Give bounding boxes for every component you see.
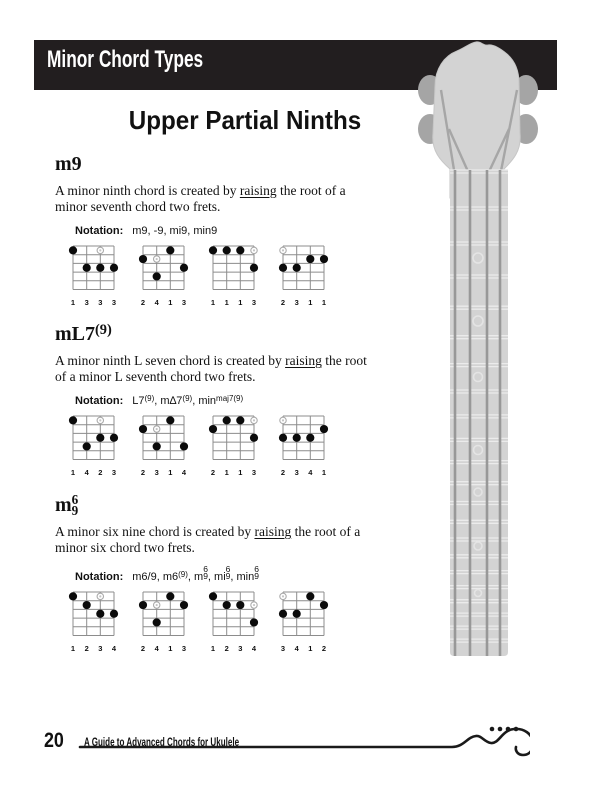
svg-text:3: 3	[154, 468, 159, 477]
chord-grid	[73, 592, 114, 636]
notation-values: L7$^{(9)}$, m∆7$^{(9)}$, $\min^{maj7(9)}$	[132, 393, 244, 407]
chord-diagram-row	[67, 242, 427, 310]
notation-line	[75, 566, 427, 583]
svg-text:2: 2	[140, 298, 146, 307]
finger-numbers	[211, 644, 257, 653]
chord-grid	[283, 592, 324, 636]
svg-text:1: 1	[308, 298, 313, 307]
chord-diagram	[67, 412, 125, 480]
chord-diagram-row	[67, 412, 427, 480]
finger-numbers	[281, 468, 326, 477]
section-heading-mL7-9: mL7$^{(9)}$	[55, 321, 112, 345]
chord-grid	[213, 592, 254, 636]
svg-text:3: 3	[111, 298, 117, 307]
root-marker	[97, 417, 103, 423]
svg-text:4: 4	[251, 644, 257, 654]
root-marker	[154, 256, 160, 262]
svg-text:3: 3	[294, 298, 299, 307]
root-marker	[280, 247, 286, 253]
chord-diagram	[207, 412, 265, 480]
notation-line	[75, 225, 427, 237]
root-marker	[251, 417, 257, 423]
stacked-fraction: 6 9	[225, 564, 231, 582]
root-marker	[251, 247, 257, 253]
svg-text:3: 3	[251, 298, 257, 307]
chord-section-mL7-9	[55, 323, 427, 480]
root-marker	[97, 247, 103, 253]
svg-text:1: 1	[321, 298, 327, 307]
notation-label: Notation:	[75, 395, 124, 407]
chord-grid	[213, 246, 254, 290]
section-description: A minor ninth chord is created by raising the root of a minor seventh chord two frets.	[55, 183, 346, 214]
root-marker	[154, 426, 160, 432]
notation-values: m9, -9, mi9, min9	[132, 225, 218, 237]
chord-grid	[283, 416, 324, 460]
svg-text:1: 1	[210, 298, 216, 307]
svg-text:1: 1	[70, 468, 76, 477]
svg-text:3: 3	[181, 644, 187, 654]
svg-text:4: 4	[308, 468, 313, 477]
svg-text:4: 4	[154, 298, 159, 307]
notation-label: Notation:	[75, 225, 124, 237]
finger-numbers	[71, 468, 116, 477]
chord-diagram	[277, 412, 335, 480]
stacked-fraction: 6 9	[203, 564, 208, 582]
chord-grid	[213, 416, 254, 460]
header-title: Minor Chord Types	[47, 46, 204, 73]
section-heading-m6-9: m 6 9	[55, 492, 79, 518]
chord-diagram	[137, 242, 195, 310]
finger-numbers	[71, 644, 117, 653]
section-description: A minor six nine chord is created by raising the root of a minor six chord two frets.	[55, 524, 361, 555]
chord-diagram	[67, 242, 125, 310]
finger-numbers	[141, 298, 186, 307]
chord-grid	[143, 416, 184, 460]
svg-text:3: 3	[84, 298, 89, 307]
svg-text:1: 1	[238, 298, 243, 307]
svg-text:2: 2	[224, 644, 229, 654]
finger-numbers	[211, 468, 256, 477]
svg-text:3: 3	[98, 298, 103, 307]
chord-grid	[143, 592, 184, 636]
svg-text:1: 1	[70, 298, 76, 307]
page-number: 20	[44, 729, 64, 752]
svg-text:3: 3	[251, 468, 257, 477]
chord-diagram-row	[67, 588, 427, 656]
svg-text:1: 1	[224, 298, 229, 307]
finger-dots	[69, 592, 118, 618]
root-marker	[280, 417, 286, 423]
finger-numbers	[281, 298, 326, 307]
finger-dots	[69, 246, 118, 272]
svg-text:1: 1	[224, 468, 229, 477]
svg-text:1: 1	[321, 468, 327, 477]
svg-text:4: 4	[294, 644, 299, 654]
finger-numbers	[211, 298, 256, 307]
section-heading-m9: m9	[55, 153, 82, 175]
chord-grid	[143, 246, 184, 290]
finger-numbers	[141, 644, 186, 653]
chord-grid	[73, 416, 114, 460]
svg-text:2: 2	[98, 468, 103, 477]
notation-values: m6/9, m6$^{(9)}$, m 6 9 , mi 6 9 , min 6 9	[132, 564, 259, 584]
svg-text:1: 1	[210, 644, 216, 654]
root-marker	[97, 593, 103, 599]
chord-diagram	[207, 588, 265, 656]
svg-text:2: 2	[280, 468, 286, 477]
svg-text:4: 4	[181, 468, 187, 477]
svg-text:3: 3	[181, 298, 187, 307]
svg-text:1: 1	[168, 468, 173, 477]
root-marker	[154, 602, 160, 608]
svg-text:2: 2	[321, 644, 327, 654]
chord-diagram	[277, 242, 335, 310]
svg-text:1: 1	[238, 468, 243, 477]
chord-grid	[73, 246, 114, 290]
svg-text:2: 2	[140, 644, 146, 654]
notation-line	[75, 395, 427, 407]
svg-text:4: 4	[154, 644, 159, 654]
svg-text:1: 1	[70, 644, 76, 654]
svg-text:3: 3	[98, 644, 103, 654]
finger-numbers	[71, 298, 116, 307]
svg-text:3: 3	[238, 644, 243, 654]
stacked-fraction: 6 9	[71, 492, 79, 518]
root-marker	[280, 593, 286, 599]
svg-text:4: 4	[84, 468, 89, 477]
stacked-fraction: 6 9	[254, 564, 259, 582]
chord-grid	[283, 246, 324, 290]
chord-section-m6-9	[55, 494, 427, 656]
svg-text:2: 2	[280, 298, 286, 307]
root-marker	[251, 602, 257, 608]
chord-diagram	[277, 588, 335, 656]
page-title: Upper Partial Ninths	[128, 105, 362, 135]
svg-text:1: 1	[168, 644, 173, 654]
svg-text:4: 4	[111, 644, 117, 654]
svg-text:2: 2	[210, 468, 216, 477]
book-title: A Guide to Advanced Chords for Ukulele	[84, 737, 240, 749]
svg-text:3: 3	[111, 468, 117, 477]
section-description: A minor ninth L seven chord is created by raising the root of a minor L seventh chord two frets.	[55, 353, 367, 384]
chord-diagram	[137, 588, 195, 656]
svg-text:2: 2	[140, 468, 146, 477]
notation-label: Notation:	[75, 571, 124, 584]
chord-diagram	[67, 588, 125, 656]
finger-numbers	[281, 644, 326, 653]
svg-text:1: 1	[308, 644, 313, 654]
finger-numbers	[141, 468, 187, 477]
chord-diagram	[207, 242, 265, 310]
svg-text:1: 1	[168, 298, 173, 307]
chord-section-m9	[55, 153, 427, 310]
svg-text:3: 3	[280, 644, 286, 654]
svg-text:3: 3	[294, 468, 299, 477]
svg-text:2: 2	[84, 644, 89, 654]
chord-diagram	[137, 412, 195, 480]
